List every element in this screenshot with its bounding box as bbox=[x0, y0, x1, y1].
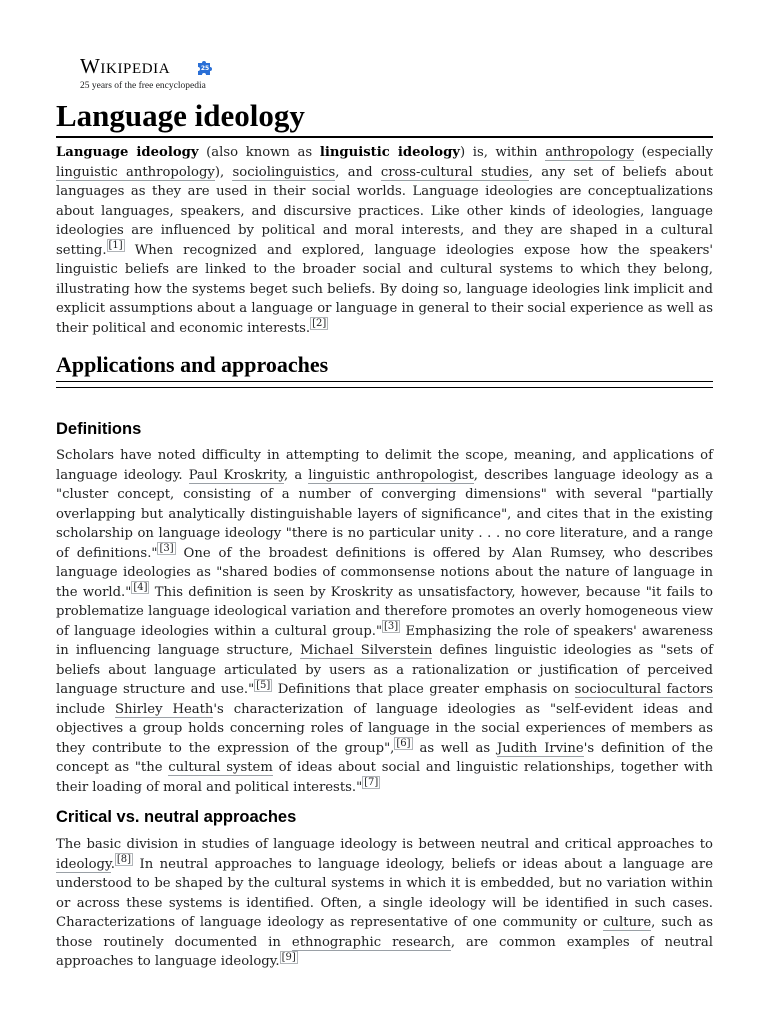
citation-ref[interactable]: [2] bbox=[312, 318, 327, 330]
text: Definitions that place greater emphasis on bbox=[272, 682, 575, 697]
section-divider bbox=[56, 381, 713, 382]
citation-ref[interactable]: [9] bbox=[281, 951, 296, 963]
link-anthropology[interactable]: anthropology bbox=[545, 145, 635, 160]
citation-ref[interactable]: [3] bbox=[384, 621, 399, 633]
link-shirley-heath[interactable]: Shirley Heath bbox=[115, 701, 214, 717]
link-michael-silverstein[interactable]: Michael Silverstein bbox=[300, 643, 433, 658]
text: One of the broadest definitions is offered by Alan Rumsey, who describes language ideologies as "shared bodies of commonsense notions about the nature of language in the world." bbox=[56, 545, 713, 600]
term-bold: linguistic ideology bbox=[319, 145, 460, 160]
citation-ref[interactable]: [4] bbox=[133, 582, 148, 594]
subsection-heading: Definitions bbox=[56, 420, 142, 438]
definitions-paragraph bbox=[56, 446, 713, 797]
link-paul-kroskrity[interactable]: Paul Kroskrity bbox=[188, 467, 285, 483]
text: include bbox=[56, 701, 115, 717]
link-ideology[interactable]: ideology bbox=[56, 856, 111, 872]
text: (also known as bbox=[198, 145, 320, 160]
text: , describes language ideology as a "cluster concept, consisting of a number of converging dimensions" with several "partially overlapping but analytically distinguishable layers of significance", and cites that in the existing scholarship on language ideology "there is no particular unity . . . no core literature, and a range of definitions." bbox=[56, 467, 713, 561]
text: ) is, within bbox=[459, 145, 546, 160]
text: Scholars have noted difficulty in attempting to delimit the scope, meaning, and applications of language ideology. bbox=[56, 448, 713, 483]
link-linguistic-anthropologist[interactable]: linguistic anthropologist bbox=[308, 467, 474, 483]
link-cross-cultural-studies[interactable]: cross-cultural studies bbox=[380, 164, 529, 180]
text: When recognized and explored, language ideologies expose how the speakers' linguistic beliefs are linked to the broader social and cultural systems to which they belong, illustrating how the systems beget such beliefs. By doing so, language ideologies link implicit and explicit assumptions about a language or language in general to their social experience as well as their political and economic interests. bbox=[56, 242, 713, 336]
logo-tagline: 25 years of the free encyclopedia bbox=[80, 81, 206, 91]
citation-ref[interactable]: [3] bbox=[159, 543, 174, 555]
critical-paragraph bbox=[56, 835, 713, 972]
citation-ref[interactable]: [8] bbox=[116, 854, 132, 866]
link-sociolinguistics[interactable]: sociolinguistics bbox=[232, 164, 336, 180]
text: , a bbox=[284, 467, 309, 483]
text: defines linguistic ideologies as "sets of beliefs about language articulated by users as a rationalization or justification of perceived language structure and use." bbox=[56, 643, 713, 697]
logo-badge: 25 bbox=[200, 65, 210, 72]
puzzle-globe-icon bbox=[195, 57, 217, 77]
citation-ref[interactable]: [1] bbox=[108, 240, 123, 252]
logo-wordmark: Wikipedia bbox=[80, 54, 171, 78]
link-judith-irvine[interactable]: Judith Irvine bbox=[497, 740, 584, 756]
text: , are common examples of neutral approaches to language ideology. bbox=[56, 934, 713, 969]
text: as well as bbox=[412, 740, 498, 756]
subsection-heading: Critical vs. neutral approaches bbox=[56, 808, 297, 826]
citation-ref[interactable]: [6] bbox=[396, 738, 411, 750]
text: ), bbox=[214, 164, 233, 180]
text: 's definition of the concept as "the bbox=[56, 740, 714, 775]
text: of ideas about social and linguistic relationships, together with their loading of moral and political interests." bbox=[56, 760, 713, 795]
section-divider bbox=[56, 387, 713, 388]
intro-paragraph bbox=[56, 143, 713, 338]
text: The basic division in studies of language ideology is between neutral and critical approaches to bbox=[56, 837, 713, 852]
citation-ref[interactable]: [7] bbox=[364, 777, 379, 789]
section-heading: Applications and approaches bbox=[56, 352, 329, 377]
link-cultural-system[interactable]: cultural system bbox=[168, 760, 273, 775]
text: Emphasizing the role of speakers' awareness in influencing language structure, bbox=[56, 623, 713, 658]
text: (especially bbox=[634, 145, 713, 160]
wikipedia-logo[interactable] bbox=[80, 54, 260, 94]
citation-ref[interactable]: [5] bbox=[256, 679, 271, 691]
link-sociocultural-factors[interactable]: sociocultural factors bbox=[574, 682, 713, 697]
text: . bbox=[110, 856, 115, 872]
text: This definition is seen by Kroskrity as unsatisfactory, however, because "it fails to problematize language ideological variation and therefore promotes an overly homogeneous view of language ideologies within a cultural group." bbox=[56, 584, 713, 639]
text: , any set of beliefs about languages as they are used in their social worlds. Language ideologies are conceptualizations about languages, speakers, and discursive practices. Like other kinds of ideologies, language ideologies are influenced by political and moral interests, and they are shaped in a cultural setting. bbox=[56, 164, 714, 258]
link-linguistic-anthropology[interactable]: linguistic anthropology bbox=[56, 164, 215, 180]
text: In neutral approaches to language ideology, beliefs or ideas about a language are understood to be shaped by the cultural systems in which it is embedded, but no variation within or across these systems is identified. Often, a single ideology will be identified in such cases. Characterizations of language ideology as representative of one community or bbox=[56, 856, 713, 930]
text: , such as those routinely documented in bbox=[56, 915, 713, 950]
text: 's characterization of language ideologies as "self-evident ideas and objectives a group holds concerning roles of language in the social experiences of members as they contribute to the expression of the group", bbox=[56, 701, 713, 756]
link-ethnographic-research[interactable]: ethnographic research bbox=[291, 934, 451, 950]
page-title: Language ideology bbox=[56, 96, 713, 138]
term-bold: Language ideology bbox=[56, 145, 199, 160]
link-culture[interactable]: culture bbox=[603, 915, 652, 930]
text: , and bbox=[335, 164, 381, 180]
